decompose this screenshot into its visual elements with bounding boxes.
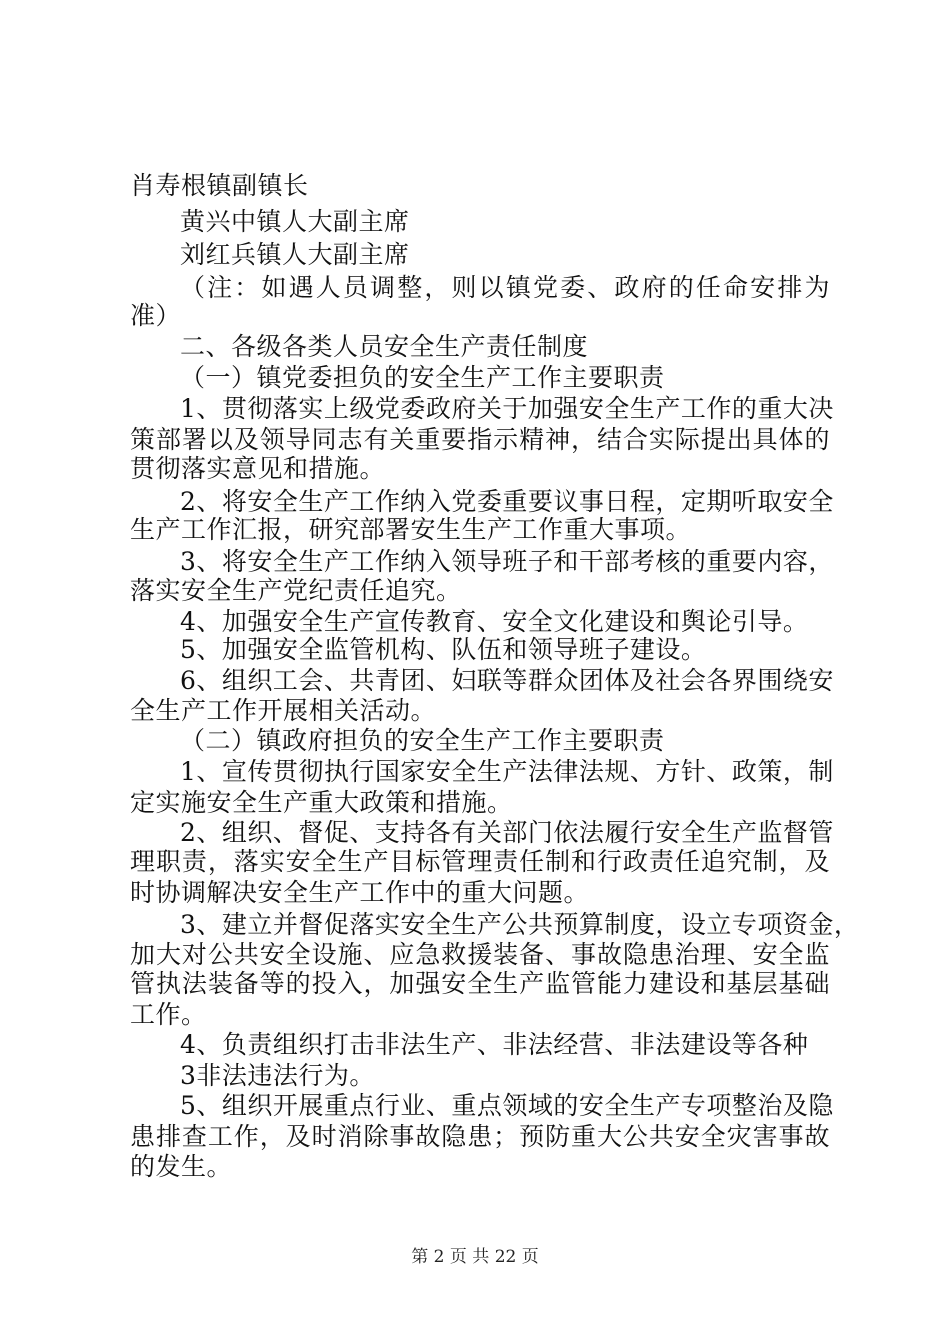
text-line: 2、将安全生产工作纳入党委重要议事日程，定期听取安全 [180,487,834,516]
text-line: 贯彻落实意见和措施。 [130,454,386,483]
text-line: 时协调解决安全生产工作中的重大问题。 [130,878,590,907]
page-footer: 第 2 页 共 22 页 [411,1247,539,1267]
text-line: 4、负责组织打击非法生产、非法经营、非法建设等各种 [180,1030,809,1059]
text-line: 3、建立并督促落实安全生产公共预算制度，设立专项资金， [180,910,860,939]
text-line: 6、组织工会、共青团、妇联等群众团体及社会各界围绕安 [180,666,834,695]
text-line: 肖寿根镇副镇长 [130,171,309,200]
text-line: 3、将安全生产工作纳入领导班子和干部考核的重要内容， [180,547,834,576]
text-line: 5、组织开展重点行业、重点领域的安全生产专项整治及隐 [180,1091,834,1120]
text-line: 管执法装备等的投入，加强安全生产监管能力建设和基层基础 [130,969,830,998]
text-line: 准） [130,301,182,330]
text-line: 4、加强安全生产宣传教育、安全文化建设和舆论引导。 [180,607,809,636]
text-line: 的发生。 [130,1152,233,1181]
text-line: （注：如遇人员调整，则以镇党委、政府的任命安排为 [180,273,830,302]
text-line: 策部署以及领导同志有关重要指示精神，结合实际提出具体的 [130,425,830,454]
text-line: 落实安全生产党纪责任追究。 [130,576,462,605]
text-line: 刘红兵镇人大副主席 [180,240,410,269]
text-line: 3非法违法行为。 [180,1061,375,1090]
text-line: 5、加强安全监管机构、队伍和领导班子建设。 [180,635,707,664]
text-line: 黄兴中镇人大副主席 [180,207,410,236]
text-line: 1、宣传贯彻执行国家安全生产法律法规、方针、政策，制 [180,757,834,786]
text-line: 2、组织、督促、支持各有关部门依法履行安全生产监督管 [180,818,834,847]
text-line: 加大对公共安全设施、应急救援装备、事故隐患治理、安全监 [130,940,830,969]
subsection-heading: （一）镇党委担负的安全生产工作主要职责 [180,363,665,392]
text-line: 理职责，落实安全生产目标管理责任制和行政责任追究制，及 [130,847,830,876]
text-line: 生产工作汇报，研究部署安生生产工作重大事项。 [130,515,692,544]
text-line: 工作。 [130,1000,207,1029]
text-line: 1、贯彻落实上级党委政府关于加强安全生产工作的重大决 [180,394,834,423]
text-line: 全生产工作开展相关活动。 [130,696,437,725]
text-line: 定实施安全生产重大政策和措施。 [130,788,513,817]
text-line: 患排查工作，及时消除事故隐患；预防重大公共安全灾害事故 [130,1122,830,1151]
subsection-heading: （二）镇政府担负的安全生产工作主要职责 [180,726,665,755]
section-heading: 二、各级各类人员安全生产责任制度 [180,332,589,361]
